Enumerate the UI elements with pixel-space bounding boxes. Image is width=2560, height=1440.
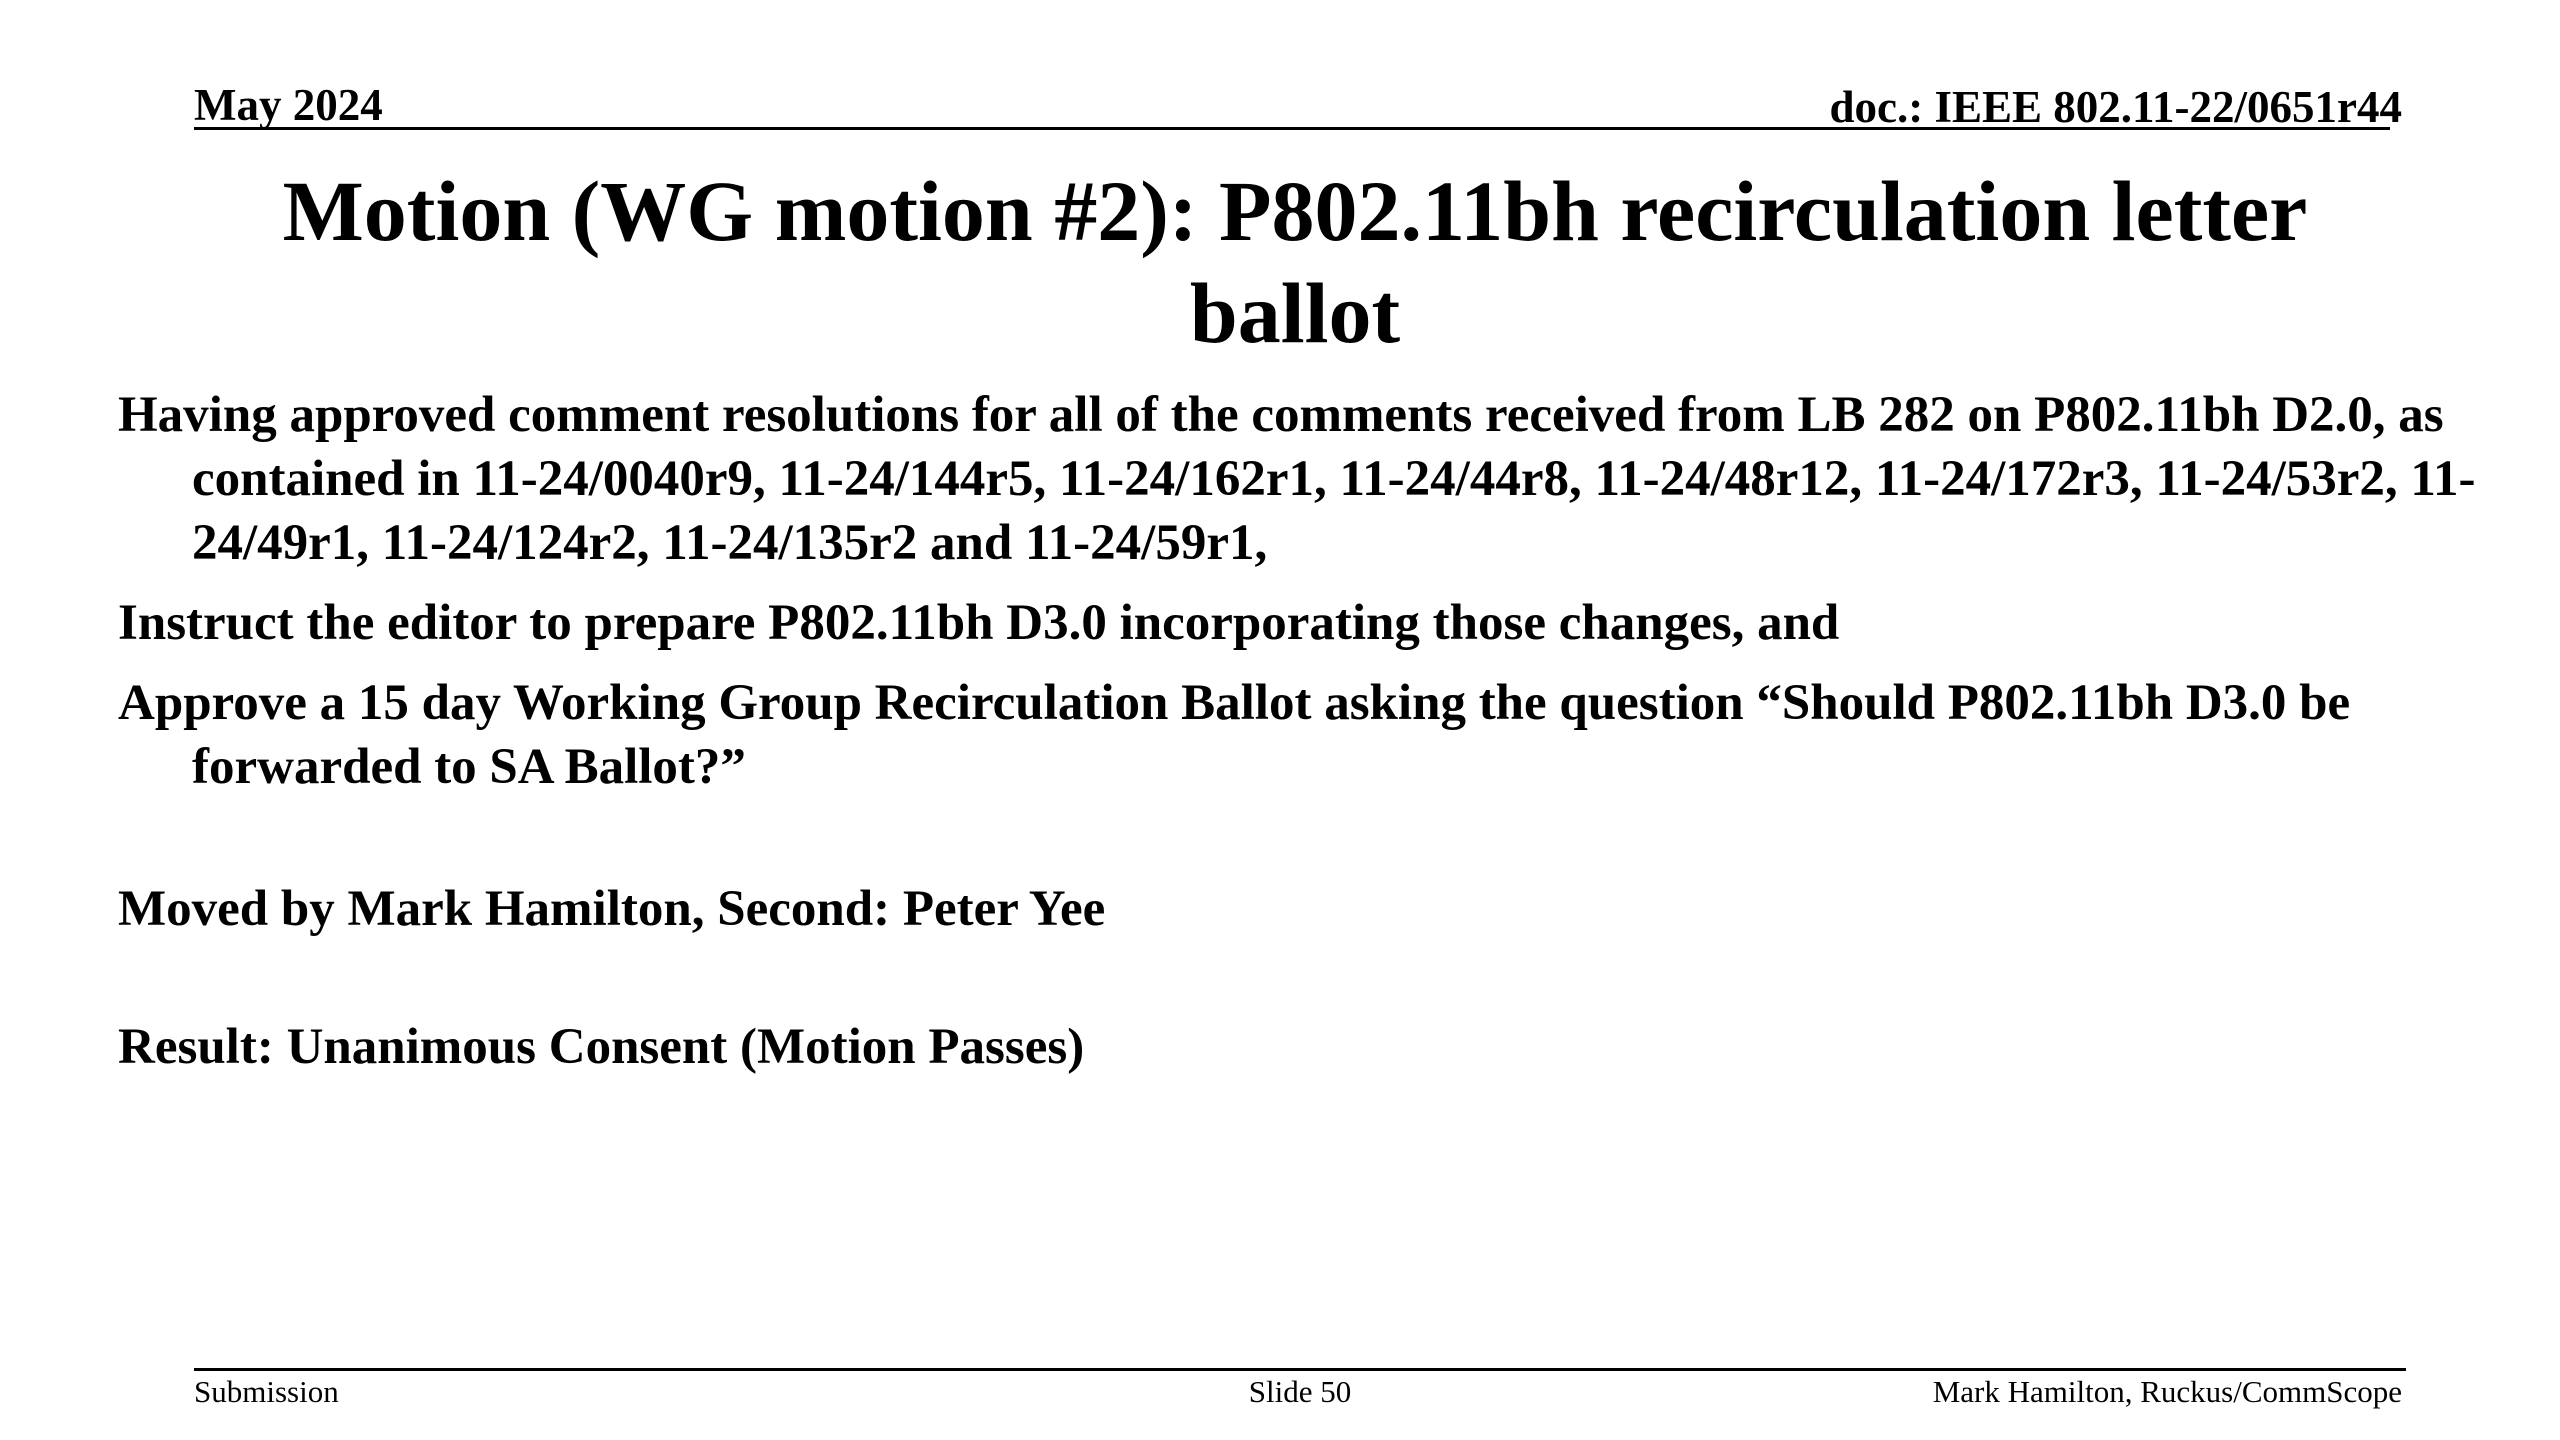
- slide-body: [118, 383, 2498, 1095]
- footer-slide-number: Slide 50: [1248, 1374, 1352, 1409]
- spacer: [118, 957, 2498, 1015]
- header-doc-number: doc.: IEEE 802.11-22/0651r44: [1829, 82, 2402, 132]
- slide-title: [150, 160, 2440, 364]
- motion-paragraph-instruct: Instruct the editor to prepare P802.11bh D3.0 incorporating those changes, and: [118, 595, 1840, 651]
- moved-by-line: Moved by Mark Hamilton, Second: Peter Yee: [118, 881, 1106, 937]
- motion-paragraph-resolutions: Having approved comment resolutions for all of the comments received from LB 282 on P802.11bh D2.0, as contained in 11-24/0040r9, 11-24/144r5, 11-24/162r1, 11-24/44r8, 11-24/48r12, 11-24/172r3, 11-24/53r2, 11-24/49r1, 11-24/124r2, 11-24/135r2 and 11-24/59r1,: [118, 387, 2476, 571]
- result-line: Result: Unanimous Consent (Motion Passes): [118, 1019, 1085, 1075]
- header-date: May 2024: [194, 80, 383, 130]
- footer-author: Mark Hamilton, Ruckus/CommScope: [1932, 1374, 2402, 1409]
- footer-submission: Submission: [194, 1374, 339, 1409]
- spacer: [118, 815, 2498, 877]
- motion-paragraph-approve: Approve a 15 day Working Group Recirculation Ballot asking the question “Should P802.11bh D3.0 be forwarded to SA Ballot?”: [118, 675, 2351, 795]
- slide-title-line-2: ballot: [1189, 265, 1401, 361]
- header-divider: [194, 127, 2390, 130]
- footer-divider: [194, 1368, 2406, 1371]
- slide-title-line-1: Motion (WG motion #2): P802.11bh recirculation letter: [282, 163, 2308, 259]
